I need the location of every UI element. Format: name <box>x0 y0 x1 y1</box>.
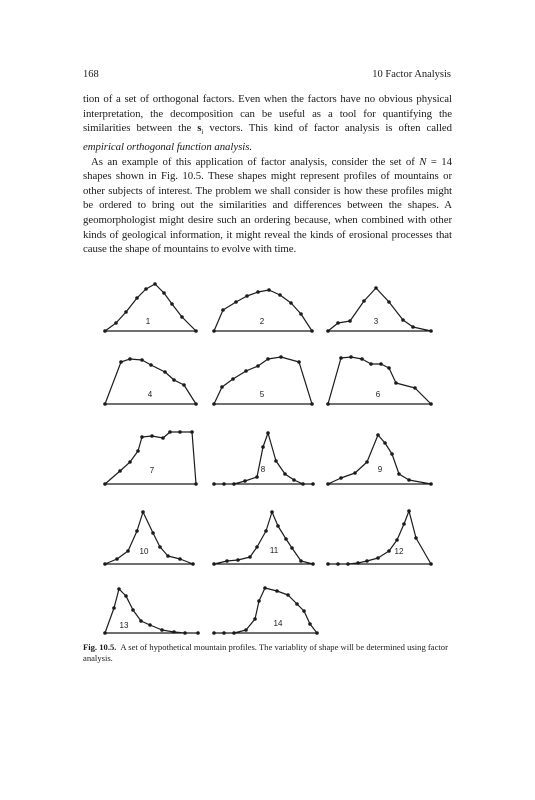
profile-point <box>244 628 248 632</box>
profile-point <box>232 631 236 635</box>
profile-point <box>168 430 172 434</box>
profile-point <box>326 402 330 406</box>
profile-point <box>172 630 176 634</box>
profile-label: 3 <box>373 317 379 326</box>
profile-point <box>339 476 343 480</box>
profile-point <box>244 369 248 373</box>
p2-text-a: As an example of this application of factor analysis, consider the set of <box>91 155 420 168</box>
profile-point <box>286 593 290 597</box>
profile-point <box>124 594 128 598</box>
profile-point <box>353 471 357 475</box>
profile-outline <box>328 435 431 484</box>
mountain-profile-10 <box>103 510 195 566</box>
profile-point <box>221 308 225 312</box>
profile-point <box>360 357 364 361</box>
profile-point <box>161 436 165 440</box>
p1-text-a: tion of a set of orthogonal factors. Even when the factors have no obvious physical interpretation, the decomposition can be useful as a tool for quantifying the similarities between the <box>83 93 452 135</box>
page-number: 168 <box>83 69 99 80</box>
profile-point <box>297 360 301 364</box>
profile-point <box>245 294 249 298</box>
mountain-profile-14 <box>212 586 319 635</box>
profile-point <box>153 282 157 286</box>
profile-point <box>212 562 216 566</box>
profile-point <box>387 366 391 370</box>
profile-label: 1 <box>145 317 151 326</box>
profile-point <box>103 482 107 486</box>
profile-point <box>310 402 314 406</box>
profile-point <box>397 472 401 476</box>
profile-point <box>356 561 360 565</box>
profile-label: 12 <box>394 547 404 556</box>
profile-point <box>336 562 340 566</box>
profile-point <box>135 296 139 300</box>
profile-point <box>310 329 314 333</box>
profile-point <box>144 287 148 291</box>
profile-point <box>283 472 287 476</box>
mountain-profile-5 <box>212 355 314 406</box>
profile-point <box>128 460 132 464</box>
profile-point <box>311 482 315 486</box>
profile-point <box>183 631 187 635</box>
profile-point <box>336 321 340 325</box>
p1-emphasis: empirical orthogonal function analysis. <box>83 140 252 153</box>
profile-point <box>429 482 433 486</box>
profile-point <box>292 478 296 482</box>
profile-point <box>289 301 293 305</box>
profile-point <box>394 381 398 385</box>
profile-point <box>278 293 282 297</box>
profile-label: 7 <box>149 466 155 475</box>
profile-outline <box>214 512 313 564</box>
profile-point <box>348 319 352 323</box>
profile-point <box>128 357 132 361</box>
profile-point <box>302 609 306 613</box>
profile-point <box>266 357 270 361</box>
profile-outline <box>328 288 431 331</box>
running-head-chapter: 10 Factor Analysis <box>372 69 451 80</box>
profile-point <box>402 522 406 526</box>
mountain-profile-12 <box>326 509 433 566</box>
profile-point <box>261 445 265 449</box>
profile-point <box>158 545 162 549</box>
profile-label: 14 <box>273 619 283 628</box>
profile-point <box>151 531 155 535</box>
profile-point <box>196 631 200 635</box>
profile-point <box>222 631 226 635</box>
profile-point <box>166 554 170 558</box>
profile-point <box>212 631 216 635</box>
profile-point <box>276 524 280 528</box>
mountain-profile-7 <box>103 430 198 486</box>
profile-point <box>414 536 418 540</box>
profile-point <box>212 482 216 486</box>
profile-point <box>103 631 107 635</box>
profile-point <box>243 479 247 483</box>
profile-point <box>308 622 312 626</box>
profile-point <box>139 619 143 623</box>
profile-point <box>299 312 303 316</box>
profile-point <box>256 290 260 294</box>
profile-point <box>257 599 261 603</box>
mountain-profile-13 <box>103 587 200 635</box>
profile-point <box>413 386 417 390</box>
profile-point <box>162 291 166 295</box>
profile-point <box>182 383 186 387</box>
profile-point <box>220 385 224 389</box>
profile-point <box>401 318 405 322</box>
figure-caption <box>83 642 452 664</box>
profile-point <box>178 557 182 561</box>
profile-point <box>231 377 235 381</box>
profile-point <box>362 299 366 303</box>
profile-point <box>376 433 380 437</box>
profile-point <box>365 559 369 563</box>
mountain-profile-1 <box>103 282 198 333</box>
profile-point <box>299 559 303 563</box>
profile-point <box>103 562 107 566</box>
profile-point <box>163 370 167 374</box>
profile-point <box>274 459 278 463</box>
mountain-profile-6 <box>326 355 433 406</box>
mountain-profile-3 <box>326 286 433 333</box>
profile-label: 8 <box>260 465 266 474</box>
profile-point <box>140 435 144 439</box>
profile-point <box>295 602 299 606</box>
profile-point <box>407 478 411 482</box>
profile-point <box>275 589 279 593</box>
profile-point <box>170 302 174 306</box>
profile-point <box>126 549 130 553</box>
profile-point <box>395 538 399 542</box>
profile-point <box>346 562 350 566</box>
p2-text-b: = 14 shapes shown in Fig. 10.5. These shapes might represent profiles of mountains or other subjects of interest. The problem we shall consider is how these profiles might be ordered to bring out the similarities and differences between the shapes. A geomorphologist might desire such an ordering because, when combined with other kinds of geological information, it might reveal the kinds of erosional processes that cause the shape of mountains to evolve with time. <box>83 155 452 256</box>
profile-point <box>212 329 216 333</box>
profile-point <box>255 475 259 479</box>
profile-point <box>369 362 373 366</box>
profile-outline <box>214 433 313 484</box>
profile-point <box>225 559 229 563</box>
profile-point <box>222 482 226 486</box>
profile-point <box>284 537 288 541</box>
mountain-profile-9 <box>326 433 433 486</box>
mountain-profile-4 <box>103 357 198 406</box>
mountain-profile-11 <box>212 510 315 566</box>
profile-point <box>429 402 433 406</box>
profile-point <box>429 562 433 566</box>
profile-point <box>172 378 176 382</box>
profile-outline <box>105 284 196 331</box>
profile-point <box>253 617 257 621</box>
profile-point <box>103 329 107 333</box>
profile-label: 10 <box>139 547 149 556</box>
profile-point <box>114 321 118 325</box>
profile-point <box>148 623 152 627</box>
profile-point <box>232 482 236 486</box>
profile-point <box>379 362 383 366</box>
profile-label: 4 <box>147 390 153 399</box>
profile-point <box>387 300 391 304</box>
profile-point <box>141 510 145 514</box>
vector-subscript: i <box>201 128 204 137</box>
variable-n: N <box>419 155 427 168</box>
profile-point <box>236 558 240 562</box>
profile-label: 5 <box>259 390 265 399</box>
profile-point <box>390 452 394 456</box>
profile-point <box>266 431 270 435</box>
profile-point <box>194 329 198 333</box>
profile-point <box>365 460 369 464</box>
profile-point <box>115 557 119 561</box>
profile-point <box>411 325 415 329</box>
p1-text-b: vectors. This kind of factor analysis is often called <box>203 122 452 135</box>
profile-point <box>118 469 122 473</box>
profile-point <box>326 329 330 333</box>
profile-point <box>191 562 195 566</box>
profile-point <box>136 449 140 453</box>
profile-point <box>290 546 294 550</box>
profile-point <box>178 430 182 434</box>
profile-label: 6 <box>375 390 381 399</box>
profile-point <box>112 606 116 610</box>
profile-point <box>180 315 184 319</box>
profile-point <box>429 329 433 333</box>
profile-point <box>339 356 343 360</box>
profile-point <box>248 555 252 559</box>
profile-point <box>160 628 164 632</box>
profile-point <box>301 482 305 486</box>
profile-point <box>279 355 283 359</box>
mountain-profile-8 <box>212 431 315 486</box>
profile-point <box>263 586 267 590</box>
profile-outline <box>105 432 196 484</box>
profile-point <box>124 310 128 314</box>
profile-point <box>383 441 387 445</box>
profile-point <box>135 529 139 533</box>
profile-label: 13 <box>119 621 129 630</box>
profile-point <box>387 549 391 553</box>
profile-point <box>264 529 268 533</box>
profile-point <box>131 608 135 612</box>
profile-point <box>374 286 378 290</box>
profile-point <box>150 434 154 438</box>
profile-point <box>311 562 315 566</box>
mountain-profile-2 <box>212 288 314 333</box>
profile-label: 2 <box>259 317 265 326</box>
profile-outline <box>105 512 193 564</box>
profile-point <box>194 482 198 486</box>
profile-point <box>315 631 319 635</box>
profile-point <box>117 587 121 591</box>
profile-outline <box>214 588 317 633</box>
profile-point <box>149 363 153 367</box>
profile-label: 9 <box>377 465 383 474</box>
profile-point <box>376 556 380 560</box>
profile-label: 11 <box>269 546 279 555</box>
profile-point <box>140 358 144 362</box>
vector-symbol: s <box>197 122 202 135</box>
profile-point <box>190 430 194 434</box>
profile-point <box>270 510 274 514</box>
profile-point <box>119 360 123 364</box>
profile-point <box>194 402 198 406</box>
profile-point <box>326 562 330 566</box>
profile-point <box>234 300 238 304</box>
profile-point <box>326 482 330 486</box>
caption-text: A set of hypothetical mountain profiles. The variablity of shape will be determined using factor analysis. <box>83 642 448 663</box>
profile-point <box>212 402 216 406</box>
profile-point <box>255 545 259 549</box>
profile-point <box>349 355 353 359</box>
profile-point <box>103 402 107 406</box>
profile-point <box>407 509 411 513</box>
profile-point <box>267 288 271 292</box>
profile-point <box>256 364 260 368</box>
caption-label: Fig. 10.5. <box>83 642 117 652</box>
